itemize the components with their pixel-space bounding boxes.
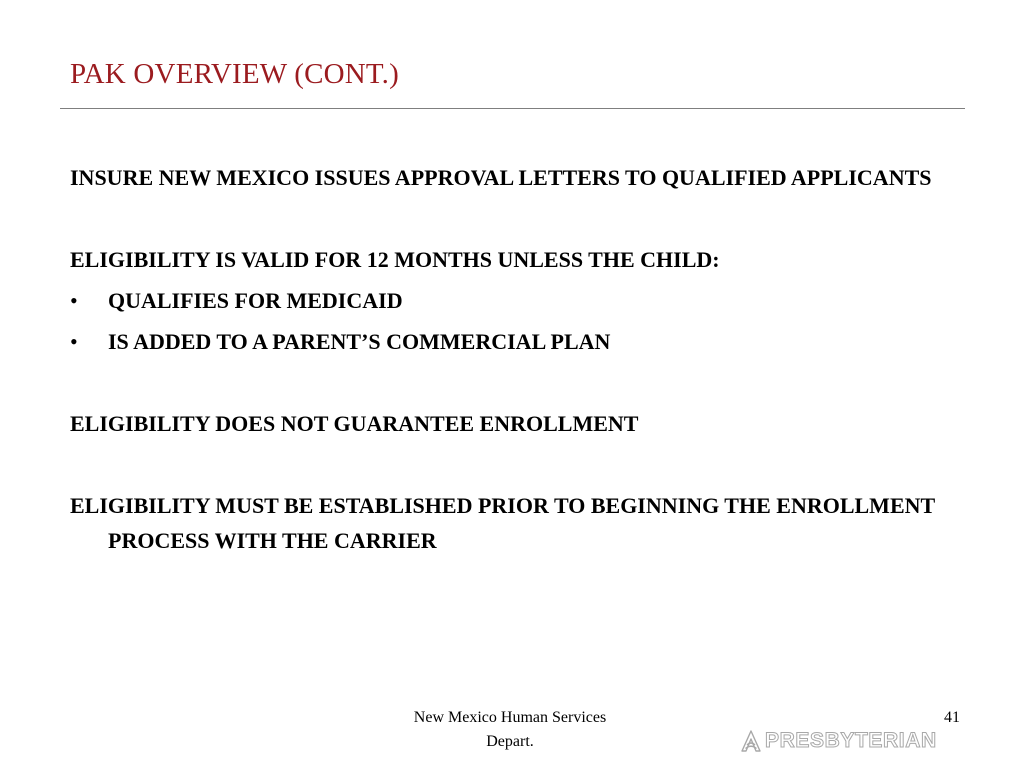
bullet-item	[70, 324, 1010, 359]
slide-body	[70, 160, 1010, 558]
presbyterian-logo-icon	[741, 730, 761, 752]
bullet-text-medicaid: QUALIFIES FOR MEDICAID	[108, 288, 403, 313]
paragraph-established-prior: ELIGIBILITY MUST BE ESTABLISHED PRIOR TO BEGINNING THE ENROLLMENT PROCESS WITH THE CARRIER	[70, 493, 935, 553]
footer-source-line2: Depart.	[486, 733, 534, 750]
title-divider	[60, 108, 965, 109]
bullet-icon: •	[70, 288, 78, 313]
paragraph-eligibility-valid: ELIGIBILITY IS VALID FOR 12 MONTHS UNLESS THE CHILD:	[70, 247, 720, 272]
spacer	[70, 441, 1010, 488]
slide-title: PAK OVERVIEW (CONT.)	[70, 58, 399, 90]
spacer	[70, 359, 1010, 406]
bullet-item	[70, 283, 1010, 318]
spacer	[70, 195, 1010, 242]
presbyterian-logo-text: PRESBYTERIAN	[765, 729, 937, 752]
footer-source-line1: New Mexico Human Services	[413, 709, 607, 726]
page-number: 41	[944, 709, 960, 726]
footer-source	[380, 706, 640, 754]
paragraph-approval-letters: INSURE NEW MEXICO ISSUES APPROVAL LETTERS TO QUALIFIED APPLICANTS	[70, 165, 932, 190]
presbyterian-logo	[741, 729, 937, 753]
bullet-text-commercial-plan: IS ADDED TO A PARENT’S COMMERCIAL PLAN	[108, 329, 611, 354]
bullet-icon: •	[70, 329, 78, 354]
paragraph-no-guarantee: ELIGIBILITY DOES NOT GUARANTEE ENROLLMENT	[70, 411, 639, 436]
